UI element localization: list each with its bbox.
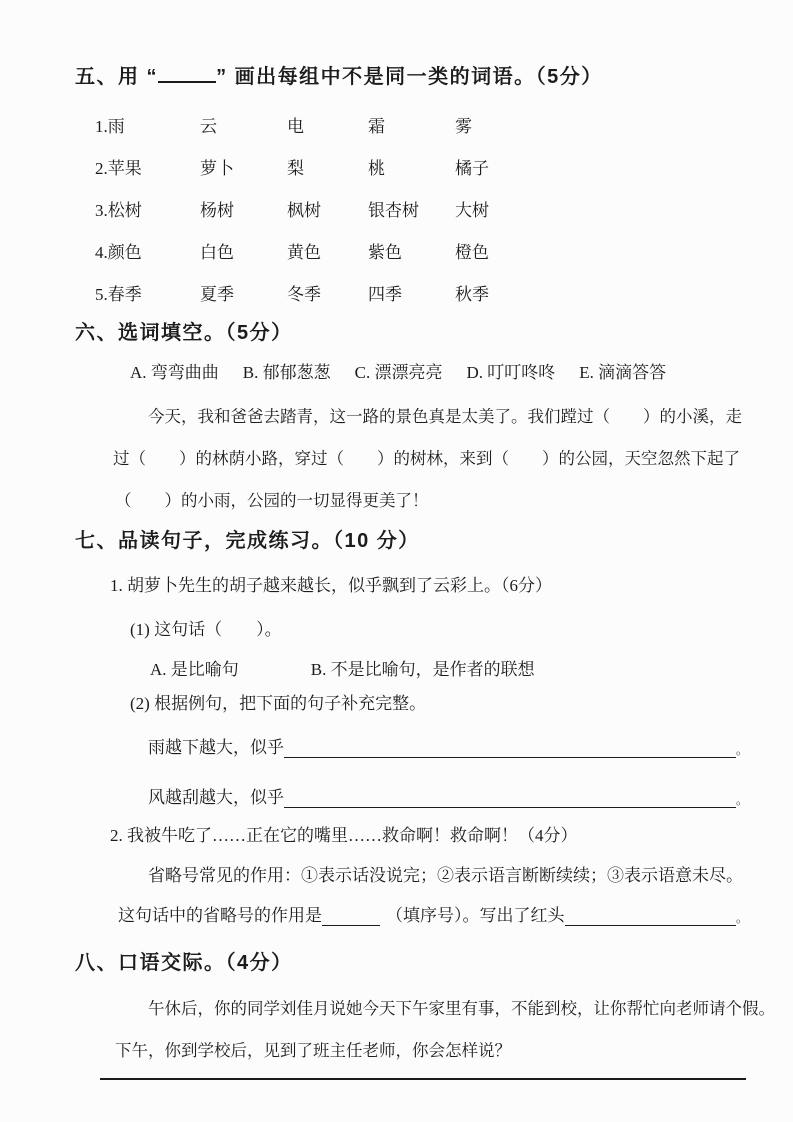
word-bank-option-c: C. 漂漂亮亮 (354, 363, 443, 382)
completion-line-wind (148, 783, 748, 808)
word-cell (95, 154, 200, 179)
choice-option-a: A. 是比喻句 (150, 660, 239, 679)
word: 松树 (107, 200, 142, 220)
word-cell: 银杏树 (368, 200, 419, 220)
word: 颜色 (107, 242, 142, 262)
word-cell: 云 (200, 116, 217, 136)
row-number: 1. (95, 116, 108, 136)
question-1-1: (1) 这句话（ ）。 (130, 620, 282, 639)
word-row-2 (95, 145, 753, 187)
section-5-heading-prefix: 五、用 “ (75, 66, 159, 88)
word-cell (95, 280, 200, 305)
word-cell: 梨 (287, 158, 304, 178)
fill-paragraph-line-2: 过（ ）的林荫小路，穿过（ ）的树林，来到（ ）的公园，天空忽然下起了 (113, 450, 740, 468)
answer-blank[interactable] (284, 788, 736, 808)
word-cell: 冬季 (287, 284, 321, 304)
word-cell: 夏季 (200, 284, 234, 304)
answer-blank[interactable] (565, 906, 736, 926)
section-8-heading: 八、口语交际。（4分） (75, 952, 293, 974)
completion-prefix: 雨越下越大，似乎 (148, 738, 284, 757)
answer-blank[interactable] (322, 906, 380, 926)
question-1-2: (2) 根据例句，把下面的句子补充完整。 (130, 694, 427, 713)
word: 春季 (107, 284, 142, 304)
oral-communication-line-2: 下午，你到学校后，见到了班主任老师，你会怎样说？ (115, 1042, 511, 1060)
word-bank-option-d: D. 叮叮咚咚 (466, 363, 556, 382)
word-cell: 杨树 (200, 200, 234, 220)
completion-line-rain (148, 733, 748, 758)
row-number: 5. (95, 284, 108, 304)
word-bank (130, 358, 666, 383)
fill-paragraph-line-3: （ ）的小雨，公园的一切显得更美了！ (115, 492, 429, 510)
word-cell: 白色 (200, 242, 234, 262)
row-number: 2. (95, 158, 108, 178)
fill-mid: （填序号）。写出了红头 (386, 906, 565, 925)
word-bank-option-b: B. 郁郁葱葱 (242, 363, 331, 382)
word-cell: 四季 (368, 284, 402, 304)
word-cell: 黄色 (287, 242, 321, 262)
full-stop: 。 (735, 793, 748, 807)
word-group-table (95, 103, 753, 313)
word-row-3 (95, 187, 753, 229)
row-number: 3. (95, 200, 108, 220)
answer-blank[interactable] (284, 738, 736, 758)
word-cell (95, 238, 200, 263)
word-cell: 秋季 (455, 284, 489, 304)
section-6-heading: 六、选词填空。（5分） (75, 322, 293, 344)
word-cell: 桃 (368, 158, 385, 178)
word-row-1 (95, 103, 753, 145)
fill-prefix: 这句话中的省略号的作用是 (118, 906, 322, 925)
word-row-5 (95, 271, 753, 313)
ellipsis-fill-line (118, 901, 748, 926)
word-row-4 (95, 229, 753, 271)
oral-communication-line-1: 午休后，你的同学刘佳月说她今天下午家里有事，不能到校，让你帮忙向老师请个假。 (148, 1000, 775, 1018)
heading-blank-underline (158, 76, 216, 83)
choice-options (150, 655, 535, 680)
word-cell: 橙色 (455, 242, 489, 262)
completion-prefix: 风越刮越大，似乎 (148, 788, 284, 807)
full-stop: 。 (735, 743, 748, 757)
word-cell: 霜 (368, 116, 385, 136)
word-bank-option-e: E. 滴滴答答 (579, 363, 667, 382)
ellipsis-note: 省略号常见的作用：①表示话没说完；②表示语言断断续续；③表示语意未尽。 (148, 866, 743, 885)
row-number: 4. (95, 242, 108, 262)
word: 苹果 (107, 158, 142, 178)
sentence-item-1: 1. 胡萝卜先生的胡子越来越长，似乎飘到了云彩上。（6分） (110, 576, 552, 595)
sentence-item-2: 2. 我被牛吃了……正在它的嘴里……救命啊！救命啊！（4分） (110, 826, 578, 845)
section-7-heading: 七、品读句子，完成练习。（10 分） (75, 530, 420, 552)
word-cell: 橘子 (455, 158, 489, 178)
choice-option-b: B. 不是比喻句，是作者的联想 (310, 660, 535, 679)
answer-line[interactable] (100, 1078, 746, 1080)
fill-paragraph-line-1: 今天，我和爸爸去踏青，这一路的景色真是太美了。我们蹚过（ ）的小溪，走 (148, 408, 742, 426)
section-5-heading-suffix: ” 画出每组中不是同一类的词语。（5分） (216, 66, 603, 88)
word-cell (95, 196, 200, 221)
section-5-heading (75, 60, 603, 89)
word-cell: 大树 (455, 200, 489, 220)
word-cell (95, 112, 200, 137)
word-bank-option-a: A. 弯弯曲曲 (130, 363, 219, 382)
word: 雨 (107, 116, 125, 136)
word-cell: 萝卜 (200, 158, 234, 178)
word-cell: 电 (287, 116, 304, 136)
word-cell: 紫色 (368, 242, 402, 262)
word-cell: 枫树 (287, 200, 321, 220)
word-cell: 雾 (455, 116, 472, 136)
full-stop: 。 (735, 911, 748, 925)
